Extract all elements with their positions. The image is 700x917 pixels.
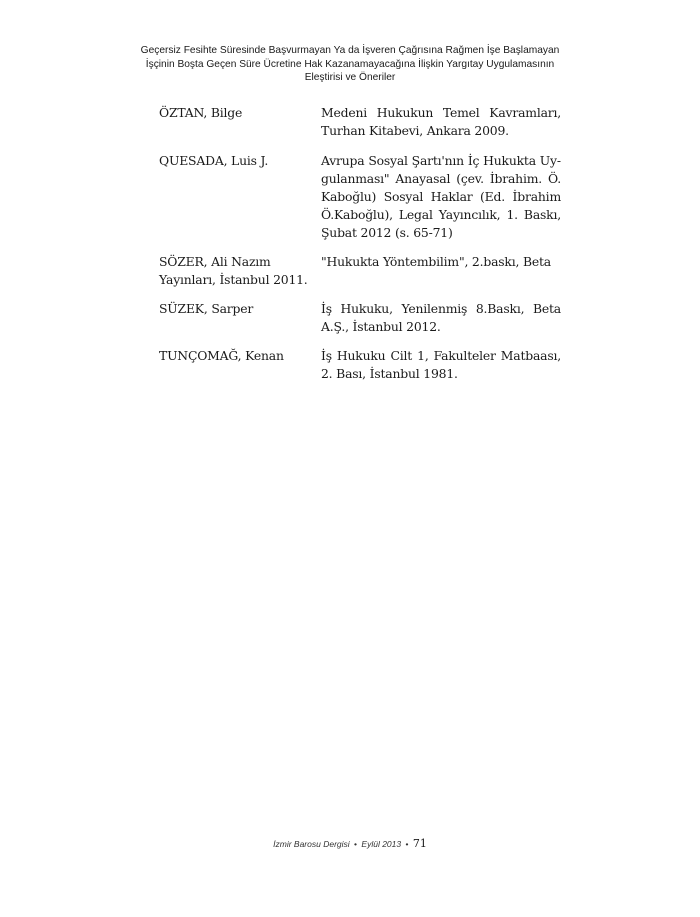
running-header-line: İşçinin Boşta Geçen Süre Ücretine Hak Kazanamayacağına İlişkin Yargıtay Uygulamasının	[145, 58, 555, 70]
entry-work: İş Hukuku, Yenilenmiş 8.Baskı, Beta A.Ş., İstanbul 2012.	[321, 301, 561, 334]
bibliography-entry	[159, 347, 561, 383]
entry-author: ÖZTAN, Bilge	[159, 105, 243, 120]
entry-work: Medeni Hukukun Temel Kavramları, Turhan Kitabevi, Ankara 2009.	[321, 105, 561, 138]
bibliography-entry	[159, 152, 561, 242]
entry-author: SÖZER, Ali Nazım Yayınları, İstanbul 2011.	[159, 254, 308, 287]
entry-author: QUESADA, Luis J.	[159, 153, 269, 168]
running-header	[100, 44, 600, 85]
bibliography-entry	[159, 253, 561, 289]
page-footer	[0, 837, 700, 850]
footer-journal: İzmir Barosu Dergisi	[273, 839, 350, 849]
footer-date: Eylül 2013	[361, 839, 402, 849]
entry-work: Avrupa Sosyal Şartı'nın İç Hukukta Uygulanması" Anayasal (çev. İbrahim. Ö. Kaboğlu) Sosyal Haklar (Ed. İbrahim Ö.Kaboğlu), Legal Yayıncılık, 1. Baskı, Şubat 2012 (s. 65-71)	[321, 153, 561, 240]
page-number: 71	[412, 837, 427, 850]
bibliography-entry	[159, 104, 561, 140]
entry-work: "Hukukta Yöntembilim", 2.baskı, Beta	[321, 254, 551, 269]
footer-separator: •	[405, 839, 409, 849]
entry-work: İş Hukuku Cilt 1, Fakulteler Matbaası, 2. Bası, İstanbul 1981.	[321, 348, 561, 381]
footer-separator: •	[354, 839, 358, 849]
entry-author: SÜZEK, Sarper	[159, 301, 254, 316]
bibliography-list	[159, 104, 561, 394]
running-header-line: Eleştirisi ve Öneriler	[304, 72, 396, 83]
running-header-line: Geçersiz Fesihte Süresinde Başvurmayan Ya da İşveren Çağrısına Rağmen İşe Başlamayan	[140, 45, 560, 56]
bibliography-entry	[159, 300, 561, 336]
entry-author: TUNÇOMAĞ, Kenan	[159, 348, 284, 363]
